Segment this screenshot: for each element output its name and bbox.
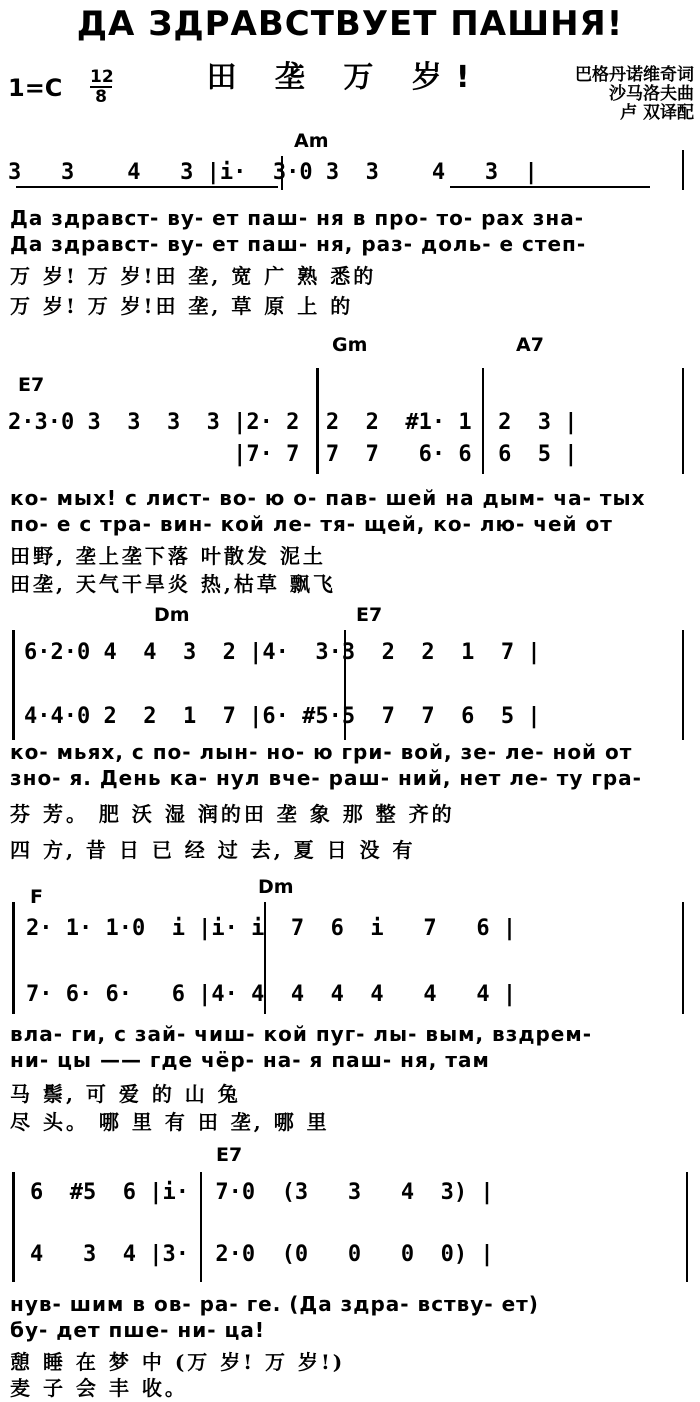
lyric-line-2: бу- дет пше- ни- ца! [10,1318,265,1342]
lyric-line-1: ко- мых! с лист- во- ю о- пав- шей на дым- ча- тых [10,486,646,510]
lyric-line-4: 四 方, 昔 日 已 经 过 去, 夏 日 没 有 [10,838,416,862]
notes-staff-1: 2· 1· 1·0 i |i· i 7 6 i 7 6 | [26,916,517,941]
lyric-line-4: 尽 头。 哪 里 有 田 垄, 哪 里 [10,1110,330,1134]
notes-staff-1: 3 3 4 3 |i· 3·0 3 3 4 3 | [8,160,538,185]
lyric-line-3: 芬 芳。 肥 沃 湿 润的田 垄 象 那 整 齐的 [10,802,455,826]
lyric-line-1: Да здравст- ву- ет паш- ня в про- то- рах зна- [10,206,585,230]
song-subtitle: 田 垄 万 岁! [206,60,484,95]
lyric-line-3: 田野, 垄上垄下落 叶散发 泥土 [10,544,326,568]
credit-composer: 沙马洛夫曲 [609,84,694,104]
chord-a7: A7 [516,334,544,356]
meter-bottom: 8 [95,87,107,107]
lyric-line-3: 万 岁! 万 岁!田 垄, 宽 广 熟 悉的 [10,264,377,288]
chord-e7: E7 [18,374,45,396]
notes-staff-2: 7· 6· 6· 6 |4· 4 4 4 4 4 4 | [26,982,517,1007]
notes-staff-1: 6·2·0 4 4 3 2 |4· 3·3 2 2 1 7 | [24,640,541,665]
lyric-line-3: 憩 睡 在 梦 中 (万 岁! 万 岁!) [10,1350,346,1374]
credit-lyricist: 巴格丹诺维奇词 [575,65,694,85]
lyric-line-1: вла- ги, с зай- чиш- кой пуг- лы- вым, вздрем- [10,1022,593,1046]
credit-translator: 卢 双译配 [620,103,694,123]
chord-dm: Dm [154,604,190,626]
system-3 [0,604,700,864]
lyric-line-1: ко- мьях, с по- лын- но- ю гри- вой, зе- ле- ной от [10,740,633,764]
chord-f: F [30,886,43,908]
system-5 [0,1142,700,1398]
notes-staff-2: 4 3 4 |3· 2·0 (0 0 0 0) | [30,1242,494,1267]
lyric-line-2: по- е с тра- вин- кой ле- тя- щей, ко- лю- чей от [10,512,613,536]
lyric-line-2: зно- я. День ка- нул вче- раш- ний, нет ле- ту гра- [10,766,642,790]
lyric-line-2: Да здравст- ву- ет паш- ня, раз- доль- е степ- [10,232,587,256]
underline-beam [450,186,650,188]
chord-dm: Dm [258,876,294,898]
lyric-line-4: 万 岁! 万 岁!田 垄, 草 原 上 的 [10,294,354,318]
lyric-line-2: ни- цы —— где чёр- на- я паш- ня, там [10,1048,490,1072]
key-signature: 1=C [8,74,63,102]
time-signature [90,68,112,106]
system-4 [0,872,700,1136]
underline-beam [16,186,278,188]
lyric-line-3: 马 鬃, 可 爱 的 山 兔 [10,1082,241,1106]
song-title: ДА ЗДРАВСТВУЕТ ПАШНЯ! [76,4,624,44]
lyric-line-4: 麦 子 会 丰 收。 [10,1376,188,1400]
lyric-line-1: нув- шим в ов- ра- ге. (Да здра- вству- ет) [10,1292,539,1316]
chord-gm: Gm [332,334,368,356]
meter-top: 12 [90,67,114,87]
system-2 [0,334,700,594]
notes-staff-2: 4·4·0 2 2 1 7 |6· #5·5 7 7 6 5 | [24,704,541,729]
chord-am: Am [294,130,329,152]
chord-e7: E7 [216,1144,243,1166]
credits [575,66,694,123]
notes-staff-1: 2·3·0 3 3 3 3 |2· 2 2 2 #1· 1 2 3 | [8,410,578,435]
lyric-line-4: 田垄, 天气干旱炎 热,枯草 飘飞 [10,572,336,596]
notes-staff-1: 6 #5 6 |i· 7·0 (3 3 4 3) | [30,1180,494,1205]
chord-e7: E7 [356,604,383,626]
system-1 [0,128,700,328]
notes-staff-2: |7· 7 7 7 6· 6 6 5 | [8,442,578,467]
